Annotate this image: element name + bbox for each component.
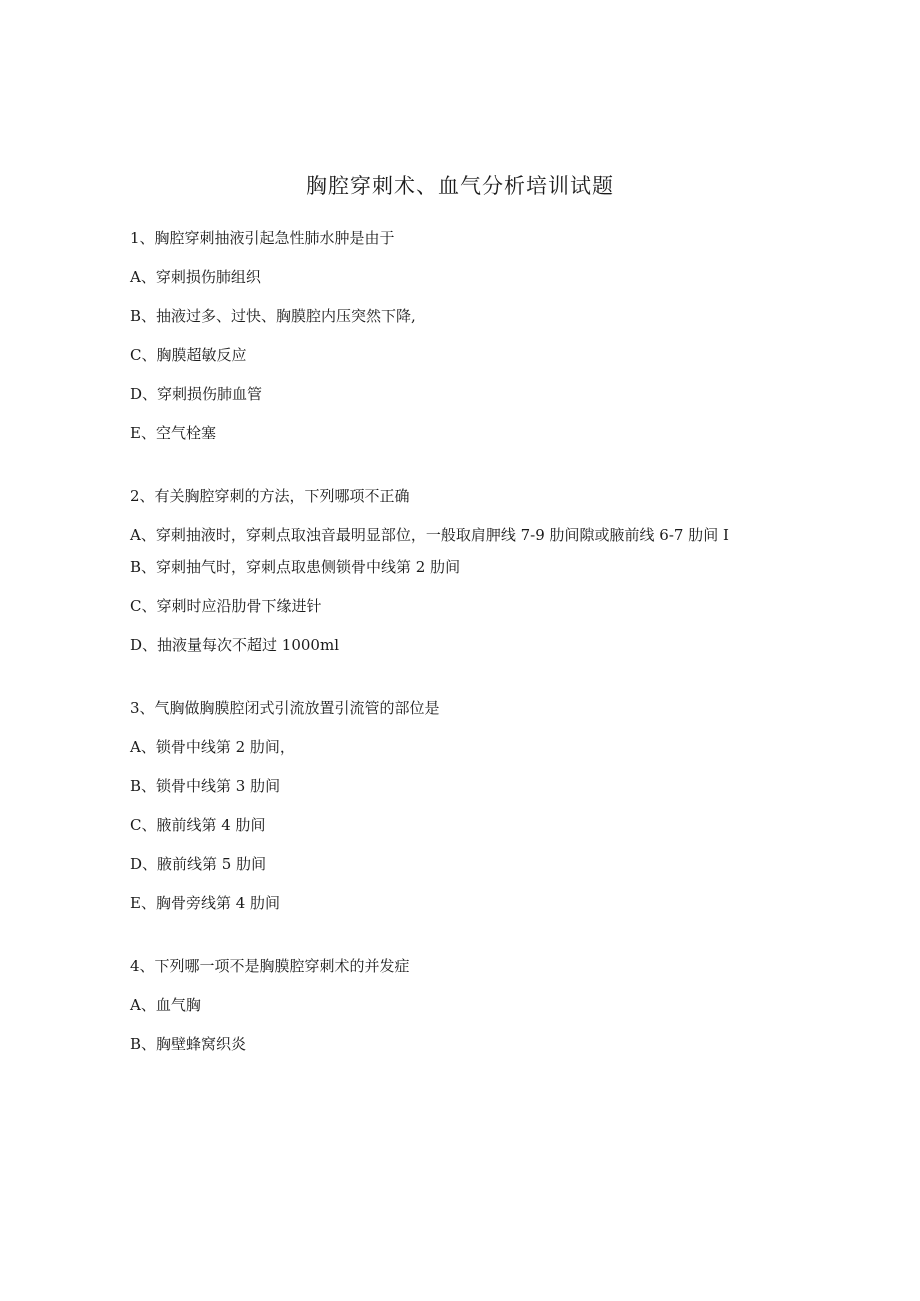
question-1 [130, 226, 750, 445]
option-a: A、穿刺损伤肺组织 [130, 268, 261, 286]
option-d: D、抽液量每次不超过 1000ml [130, 636, 339, 654]
option-e: E、胸骨旁线第 4 肋间 [130, 894, 281, 912]
option-c: C、胸膜超敏反应 [130, 346, 247, 364]
question-list [130, 226, 750, 1095]
option-a: A、穿刺抽液时，穿刺点取浊音最明显部位，一般取肩胛线 7-9 肋间隙或腋前线 6-7 肋间 I [130, 526, 729, 544]
option-b: B、胸壁蜂窝织炎 [130, 1035, 247, 1053]
question-3 [130, 696, 750, 915]
option-a: A、血气胸 [130, 996, 201, 1014]
question-stem: 1、胸腔穿刺抽液引起急性肺水肿是由于 [130, 229, 395, 247]
option-c: C、穿刺时应沿肋骨下缘进针 [130, 597, 322, 615]
option-c: C、腋前线第 4 肋间 [130, 816, 266, 834]
option-d: D、腋前线第 5 肋间 [130, 855, 267, 873]
question-stem: 4、下列哪一项不是胸膜腔穿刺术的并发症 [130, 957, 410, 975]
option-b: B、锁骨中线第 3 肋间 [130, 777, 281, 795]
question-stem: 3、气胸做胸膜腔闭式引流放置引流管的部位是 [130, 699, 440, 717]
option-a: A、锁骨中线第 2 肋间， [130, 738, 295, 756]
option-b: B、抽液过多、过快、胸膜腔内压突然下降, [130, 307, 416, 325]
option-b: B、穿刺抽气时，穿刺点取患侧锁骨中线第 2 肋间 [130, 558, 461, 576]
option-e: E、空气栓塞 [130, 424, 216, 442]
question-4 [130, 954, 750, 1056]
page-title: 胸腔穿刺术、血气分析培训试题 [306, 174, 614, 198]
question-stem: 2、有关胸腔穿刺的方法，下列哪项不正确 [130, 487, 410, 505]
option-d: D、穿刺损伤肺血管 [130, 385, 263, 403]
question-2 [130, 484, 750, 657]
